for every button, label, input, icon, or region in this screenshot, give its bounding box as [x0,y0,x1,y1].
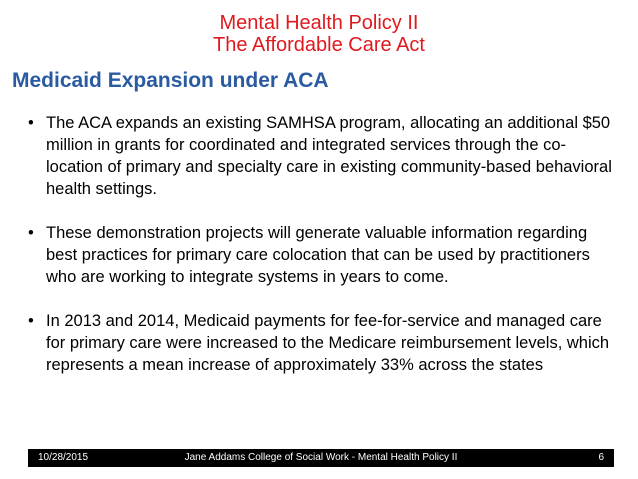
bullet-list [28,112,620,376]
bullet-text: In 2013 and 2014, Medicaid payments for fee-for-service and managed care for primary care were increased to the Medicare reimbursement levels, which represents a mean increase of approximately 33% across the states [46,312,610,374]
footer-course: Jane Addams College of Social Work - Mental Health Policy II [184,452,458,463]
title-line-2: The Affordable Care Act [213,34,425,56]
bullet-item [28,310,620,376]
bullet-item [28,112,620,200]
footer-page-number: 6 [598,452,604,463]
slide-title [0,12,638,56]
bullet-text: The ACA expands an existing SAMHSA program, allocating an additional $50 million in grants for coordinated and integrated services through the co-location of primary and specialty care in existing community-based behavioral health settings. [46,114,612,198]
title-line-1: Mental Health Policy II [219,12,419,34]
bullet-marker: • [28,312,34,330]
bullet-item [28,222,620,288]
section-heading: Medicaid Expansion under ACA [12,69,329,92]
bullet-text: These demonstration projects will generate valuable information regarding best practices for primary care colocation that can be used by practitioners who are working to integrate systems in years to come. [46,224,590,286]
bullet-marker: • [28,114,34,132]
bullet-marker: • [28,224,34,242]
footer-date: 10/28/2015 [38,452,89,463]
footer-bar [28,449,614,467]
